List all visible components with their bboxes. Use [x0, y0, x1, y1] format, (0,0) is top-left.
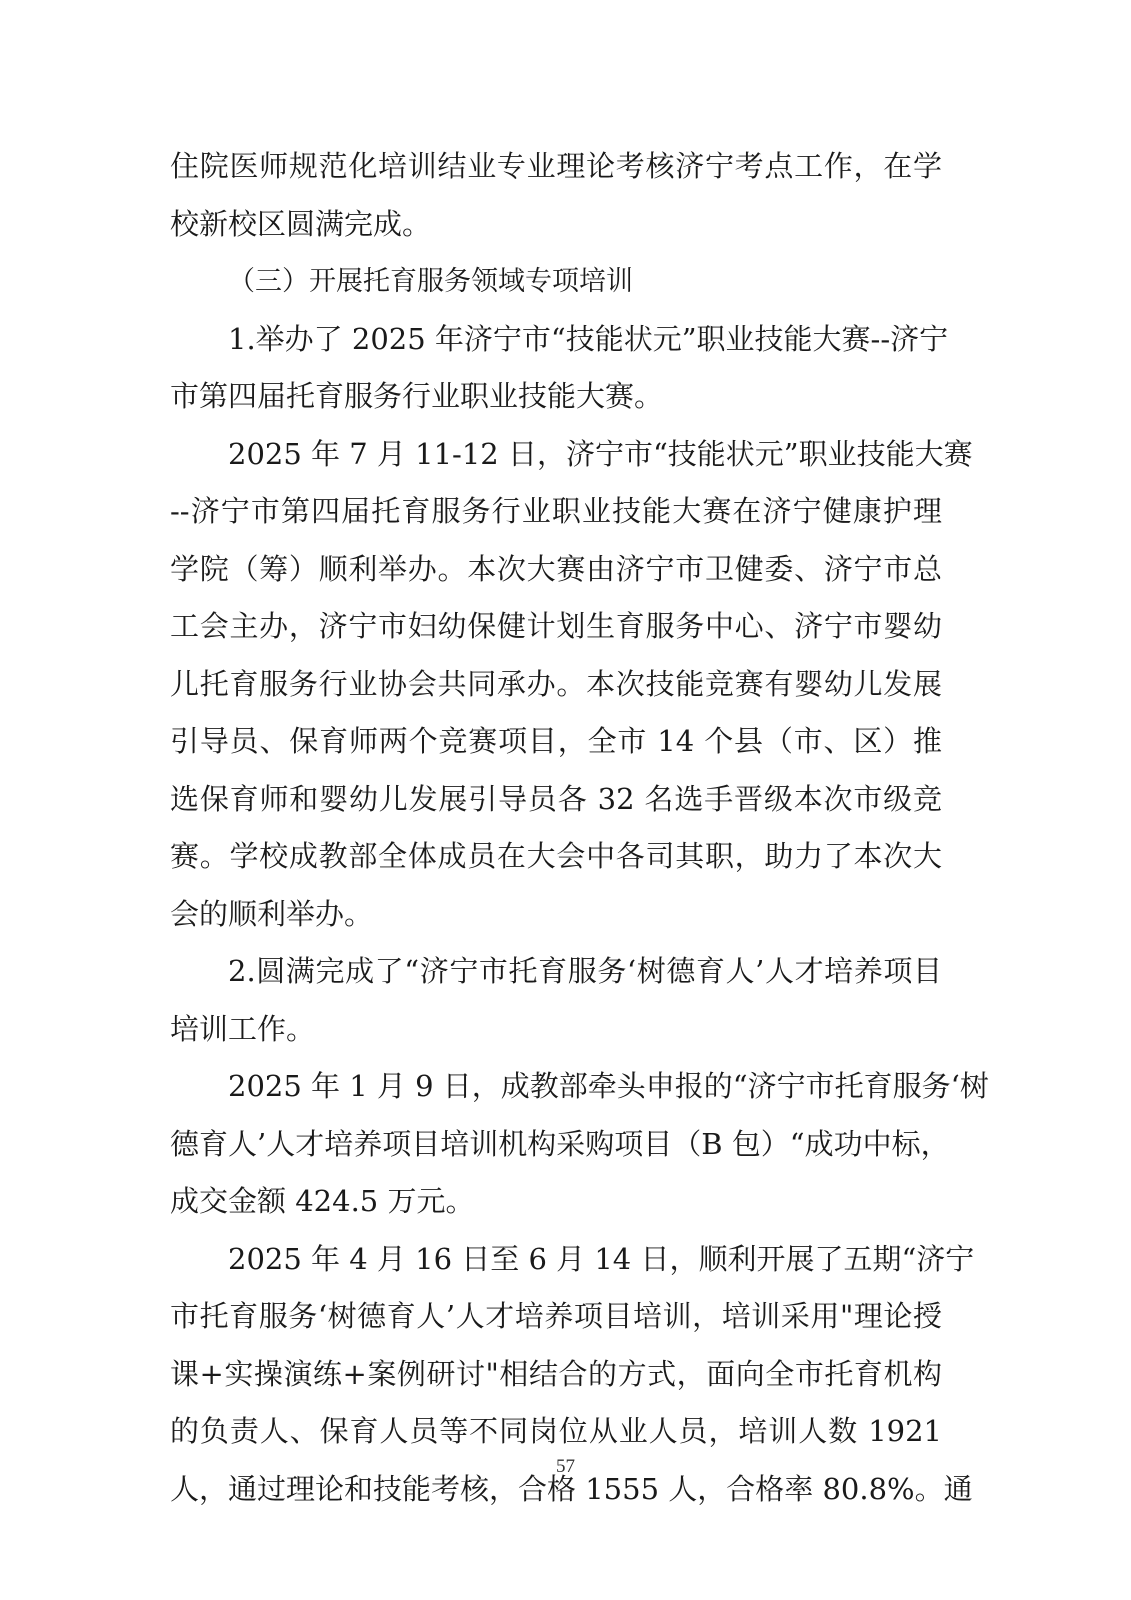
paragraph-line: 赛。学校成教部全体成员在大会中各司其职，助力了本次大: [170, 839, 942, 873]
paragraph-line: 2025 年 1 月 9 日，成教部牵头申报的“济宁市托育服务‘树: [228, 1069, 989, 1103]
paragraph-line: 工会主办，济宁市妇幼保健计划生育服务中心、济宁市婴幼: [170, 609, 942, 643]
paragraph-line: 课+实操演练+案例研讨"相结合的方式，面向全市托育机构: [170, 1356, 942, 1391]
paragraph-line: 儿托育服务行业协会共同承办。本次技能竞赛有婴幼儿发展: [170, 666, 942, 701]
paragraph-line: 人，通过理论和技能考核，合格 1555 人，合格率 80.8%。通: [170, 1471, 973, 1506]
paragraph-line: 校新校区圆满完成。: [170, 206, 432, 241]
paragraph-line: 2.圆满完成了“济宁市托育服务‘树德育人’人才培养项目: [228, 954, 942, 988]
section-heading: （三）开展托育服务领域专项培训: [228, 266, 633, 297]
paragraph-line: 市第四届托育服务行业职业技能大赛。: [170, 379, 664, 413]
paragraph-line: 选保育师和婴幼儿发展引导员各 32 名选手晋级本次市级竞: [170, 781, 942, 816]
document-body: [170, 138, 989, 1518]
paragraph-line: 2025 年 7 月 11-12 日，济宁市“技能状元”职业技能大赛: [228, 436, 973, 471]
paragraph-line: 会的顺利举办。: [170, 896, 374, 931]
page-number: 57: [556, 1456, 575, 1477]
paragraph-line: 培训工作。: [170, 1011, 316, 1046]
paragraph-line: 1.举办了 2025 年济宁市“技能状元”职业技能大赛--济宁: [228, 321, 949, 356]
paragraph-line: 引导员、保育师两个竞赛项目，全市 14 个县（市、区）推: [170, 724, 942, 758]
paragraph-line: 德育人’人才培养项目培训机构采购项目（B 包）“成功中标，: [170, 1126, 950, 1161]
paragraph-line: --济宁市第四届托育服务行业职业技能大赛在济宁健康护理: [170, 494, 942, 528]
paragraph-line: 成交金额 424.5 万元。: [170, 1184, 475, 1218]
paragraph-line: 市托育服务‘树德育人’人才培养项目培训，培训采用"理论授: [170, 1299, 942, 1333]
paragraph-line: 的负责人、保育人员等不同岗位从业人员，培训人数 1921: [170, 1414, 942, 1448]
paragraph-line: 住院医师规范化培训结业专业理论考核济宁考点工作，在学: [170, 149, 942, 183]
paragraph-line: 2025 年 4 月 16 日至 6 月 14 日，顺利开展了五期“济宁: [228, 1241, 975, 1276]
paragraph-line: 学院（筹）顺利举办。本次大赛由济宁市卫健委、济宁市总: [170, 551, 942, 586]
